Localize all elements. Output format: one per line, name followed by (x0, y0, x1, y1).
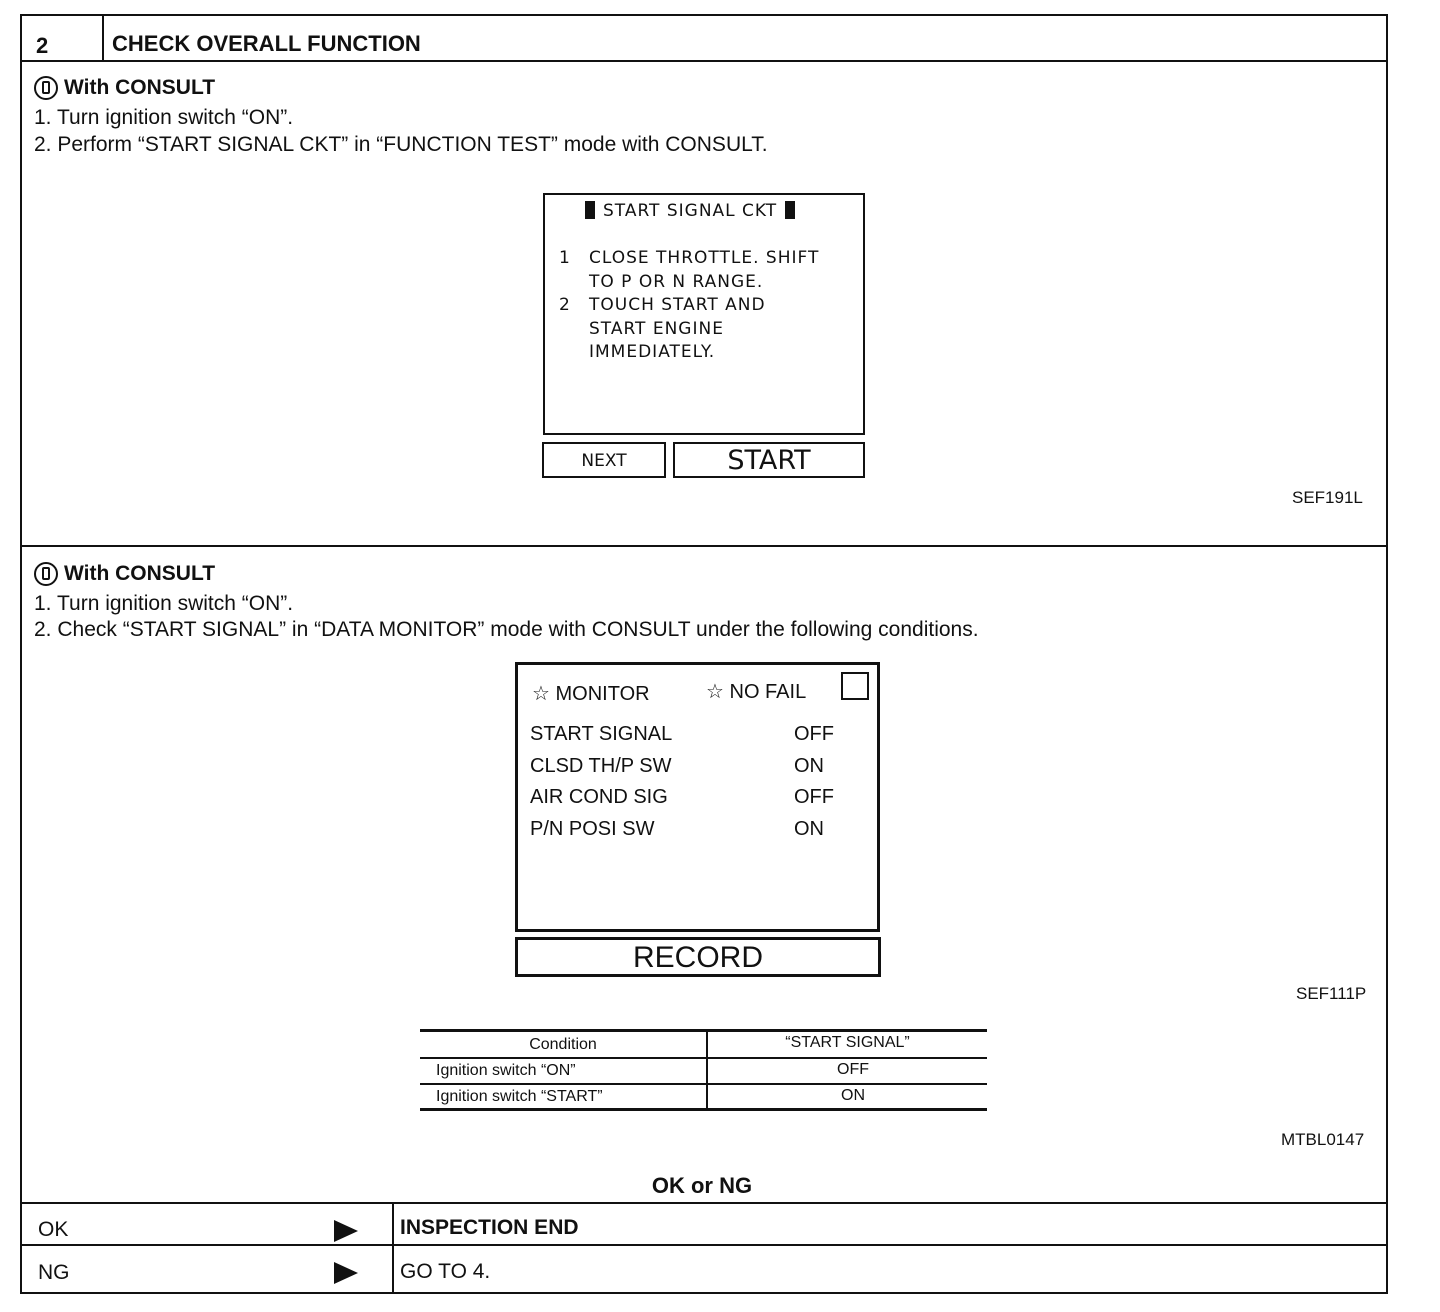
table-cell: ON (841, 1087, 865, 1104)
result-middle-rule (20, 1244, 1388, 1246)
arrow-right-icon (334, 1220, 358, 1242)
start-button[interactable]: START (673, 442, 865, 478)
monitor-rows (530, 719, 850, 845)
consult-icon (34, 76, 58, 100)
table-cell: Ignition switch “START” (436, 1088, 603, 1105)
instruction-item-2: 2 TOUCH START AND START ENGINE IMMEDIATELY. (559, 295, 766, 362)
arrow-right-icon (334, 1262, 358, 1284)
star-icon: ☆ (706, 681, 724, 703)
title-marker-left (585, 201, 595, 219)
checkbox-icon[interactable] (841, 672, 869, 700)
result-top-rule (20, 1202, 1388, 1204)
result-column-rule (392, 1202, 394, 1294)
table-row-rule (420, 1083, 987, 1085)
table-top-rule (420, 1029, 987, 1032)
record-button[interactable]: RECORD (515, 937, 881, 977)
next-button[interactable]: NEXT (542, 442, 666, 478)
ng-action: GO TO 4. (400, 1260, 491, 1283)
section1-step-1: 1. Turn ignition switch “ON”. (34, 106, 294, 129)
with-consult-heading-2: With CONSULT (34, 562, 215, 586)
header-column-divider (102, 14, 104, 62)
consult-icon (34, 562, 58, 586)
ok-label: OK (38, 1218, 69, 1241)
ok-or-ng-heading: OK or NG (651, 1173, 753, 1198)
table-header-condition: Condition (529, 1036, 597, 1053)
section2-step-2: 2. Check “START SIGNAL” in “DATA MONITOR” mode with CONSULT under the following conditions. (34, 618, 979, 641)
instruction-item-1: 1 CLOSE THROTTLE. SHIFT TO P OR N RANGE. (559, 248, 820, 292)
table-bottom-rule (420, 1108, 987, 1111)
section-divider (20, 545, 1388, 547)
monitor-row: CLSD TH/P SW ON (530, 754, 824, 777)
step-number: 2 (36, 33, 49, 58)
screen-title: START SIGNAL CKT (585, 201, 795, 221)
step-title: CHECK OVERALL FUNCTION (112, 31, 421, 56)
star-icon: ☆ (532, 683, 550, 705)
with-consult-heading-1: With CONSULT (34, 76, 215, 100)
monitor-row: P/N POSI SW ON (530, 817, 824, 840)
table-header-signal: “START SIGNAL” (785, 1034, 910, 1051)
table-header-rule (420, 1057, 987, 1059)
section1-step-2: 2. Perform “START SIGNAL CKT” in “FUNCTION TEST” mode with CONSULT. (34, 133, 768, 156)
table-cell: OFF (837, 1061, 869, 1078)
ok-action: INSPECTION END (400, 1216, 579, 1239)
header-divider (20, 60, 1388, 62)
monitor-row: AIR COND SIG OFF (530, 786, 834, 808)
monitor-row: START SIGNAL OFF (530, 723, 834, 745)
data-monitor-screen (515, 662, 880, 932)
function-test-screen (543, 193, 865, 435)
figure-code-2: SEF111P (1296, 984, 1367, 1003)
monitor-label: ☆ MONITOR (532, 683, 650, 705)
nofail-label: ☆ NO FAIL (706, 681, 807, 703)
table-code: MTBL0147 (1281, 1130, 1365, 1149)
table-cell: Ignition switch “ON” (436, 1062, 576, 1079)
screen-instructions (559, 247, 819, 365)
title-marker-right (785, 201, 795, 219)
ng-label: NG (38, 1261, 70, 1284)
section2-step-1: 1. Turn ignition switch “ON”. (34, 592, 294, 615)
figure-code-1: SEF191L (1292, 488, 1363, 507)
